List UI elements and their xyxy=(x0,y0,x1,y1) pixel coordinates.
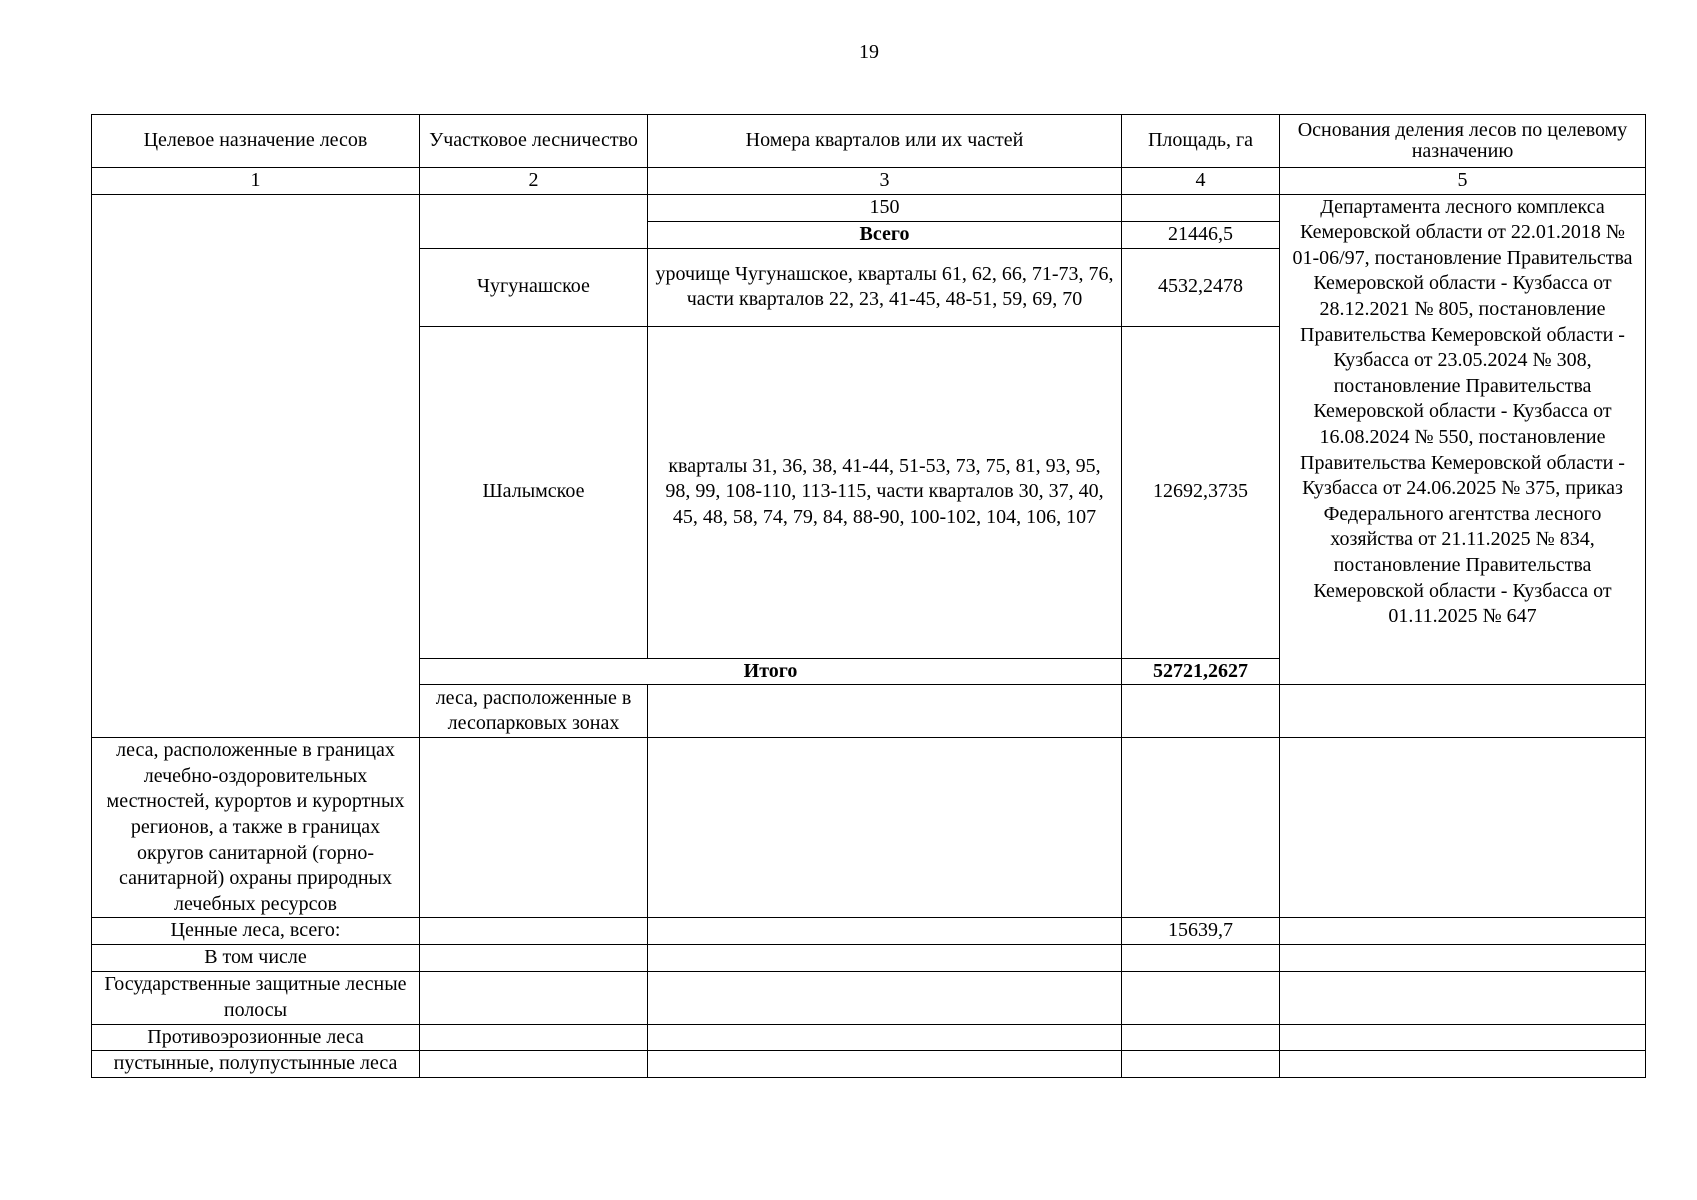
forestry-chugunash: Чугунашское xyxy=(420,248,648,326)
empty-cell xyxy=(1122,1051,1280,1078)
area-cell xyxy=(1122,194,1280,221)
empty-cell xyxy=(648,918,1122,945)
column-number-row xyxy=(92,168,1646,195)
empty-cell xyxy=(1280,918,1646,945)
empty-cell xyxy=(648,944,1122,971)
quarters-shalym: кварталы 31, 36, 38, 41-44, 51-53, 73, 75, 81, 93, 95, 98, 99, 108-110, 113-115, части кварталов 30, 37, 40, 45, 48, 58, 74, 79, 84, 88-90, 100-102, 104, 106, 107 xyxy=(648,326,1122,658)
table-row xyxy=(92,1051,1646,1078)
area-valuable: 15639,7 xyxy=(1122,918,1280,945)
header-basis: Основания деления лесов по целевому назначению xyxy=(1280,115,1646,168)
purpose-valuable: Ценные леса, всего: xyxy=(92,918,420,945)
empty-cell xyxy=(1280,1051,1646,1078)
column-number-4: 4 xyxy=(1122,168,1280,195)
empty-cell xyxy=(420,1051,648,1078)
empty-cell xyxy=(648,1024,1122,1051)
basis-cell: Департамента лесного комплекса Кемеровской области от 22.01.2018 № 01-06/97, постановление Правительства Кемеровской области - Кузбасса от 28.12.2021 № 805, постановление Правительства Кемеровской области - Кузбасса от 23.05.2024 № 308, постановление Правительства Кемеровской области - Кузбасса от 16.08.2024 № 550, постановление Правительства Кемеровской области - Кузбасса от 24.06.2025 № 375, приказ Федерального агентства лесного хозяйства от 21.11.2025 № 834, постановление Правительства Кемеровской области - Кузбасса от 01.11.2025 № 647 xyxy=(1280,194,1646,685)
quarters-cell: 150 xyxy=(648,194,1122,221)
table-header-row xyxy=(92,115,1646,168)
header-area: Площадь, га xyxy=(1122,115,1280,168)
empty-cell xyxy=(1122,738,1280,918)
forest-purpose-table xyxy=(91,114,1646,1078)
table-row xyxy=(92,971,1646,1024)
table-row xyxy=(92,738,1646,918)
area-chugunash: 4532,2478 xyxy=(1122,248,1280,326)
empty-cell xyxy=(420,738,648,918)
header-quarters: Номера кварталов или их частей xyxy=(648,115,1122,168)
column-number-1: 1 xyxy=(92,168,420,195)
total-area: 21446,5 xyxy=(1122,221,1280,248)
table-row xyxy=(92,918,1646,945)
purpose-anti-erosion: Противоэрозионные леса xyxy=(92,1024,420,1051)
empty-cell xyxy=(1280,971,1646,1024)
purpose-desert: пустынные, полупустынные леса xyxy=(92,1051,420,1078)
table-row xyxy=(92,194,1646,221)
empty-cell xyxy=(648,971,1122,1024)
empty-cell xyxy=(1280,685,1646,738)
table-row xyxy=(92,944,1646,971)
page-number: 19 xyxy=(859,41,879,63)
purpose-state-protective: Государственные защитные лесные полосы xyxy=(92,971,420,1024)
column-number-2: 2 xyxy=(420,168,648,195)
empty-cell xyxy=(420,1024,648,1051)
purpose-including: В том числе xyxy=(92,944,420,971)
total-label: Всего xyxy=(648,221,1122,248)
itogo-label: Итого xyxy=(420,658,1122,685)
table-row xyxy=(92,1024,1646,1051)
header-forestry: Участковое лесничество xyxy=(420,115,648,168)
itogo-area: 52721,2627 xyxy=(1122,658,1280,685)
column-number-3: 3 xyxy=(648,168,1122,195)
empty-cell xyxy=(1122,1024,1280,1051)
empty-cell xyxy=(1122,971,1280,1024)
empty-cell xyxy=(420,944,648,971)
empty-cell xyxy=(1122,685,1280,738)
purpose-health-resort: леса, расположенные в границах лечебно-оздоровительных местностей, курортов и курортных регионов, а также в границах округов санитарной (горно-санитарной) охраны природных лечебных ресурсов xyxy=(92,738,420,918)
empty-cell xyxy=(648,1051,1122,1078)
empty-cell xyxy=(420,971,648,1024)
empty-cell xyxy=(1122,944,1280,971)
quarters-chugunash: урочище Чугунашское, кварталы 61, 62, 66, 71-73, 76, части кварталов 22, 23, 41-45, 48-51, 59, 69, 70 xyxy=(648,248,1122,326)
area-shalym: 12692,3735 xyxy=(1122,326,1280,658)
column-number-5: 5 xyxy=(1280,168,1646,195)
forestry-shalym: Шалымское xyxy=(420,326,648,658)
empty-cell xyxy=(648,685,1122,738)
empty-cell xyxy=(420,918,648,945)
purpose-cell-empty xyxy=(92,194,420,738)
empty-cell xyxy=(648,738,1122,918)
empty-cell xyxy=(1280,944,1646,971)
purpose-forest-park: леса, расположенные в лесопарковых зонах xyxy=(420,685,648,738)
header-purpose: Целевое назначение лесов xyxy=(92,115,420,168)
forestry-cell-empty xyxy=(420,194,648,248)
empty-cell xyxy=(1280,738,1646,918)
empty-cell xyxy=(1280,1024,1646,1051)
